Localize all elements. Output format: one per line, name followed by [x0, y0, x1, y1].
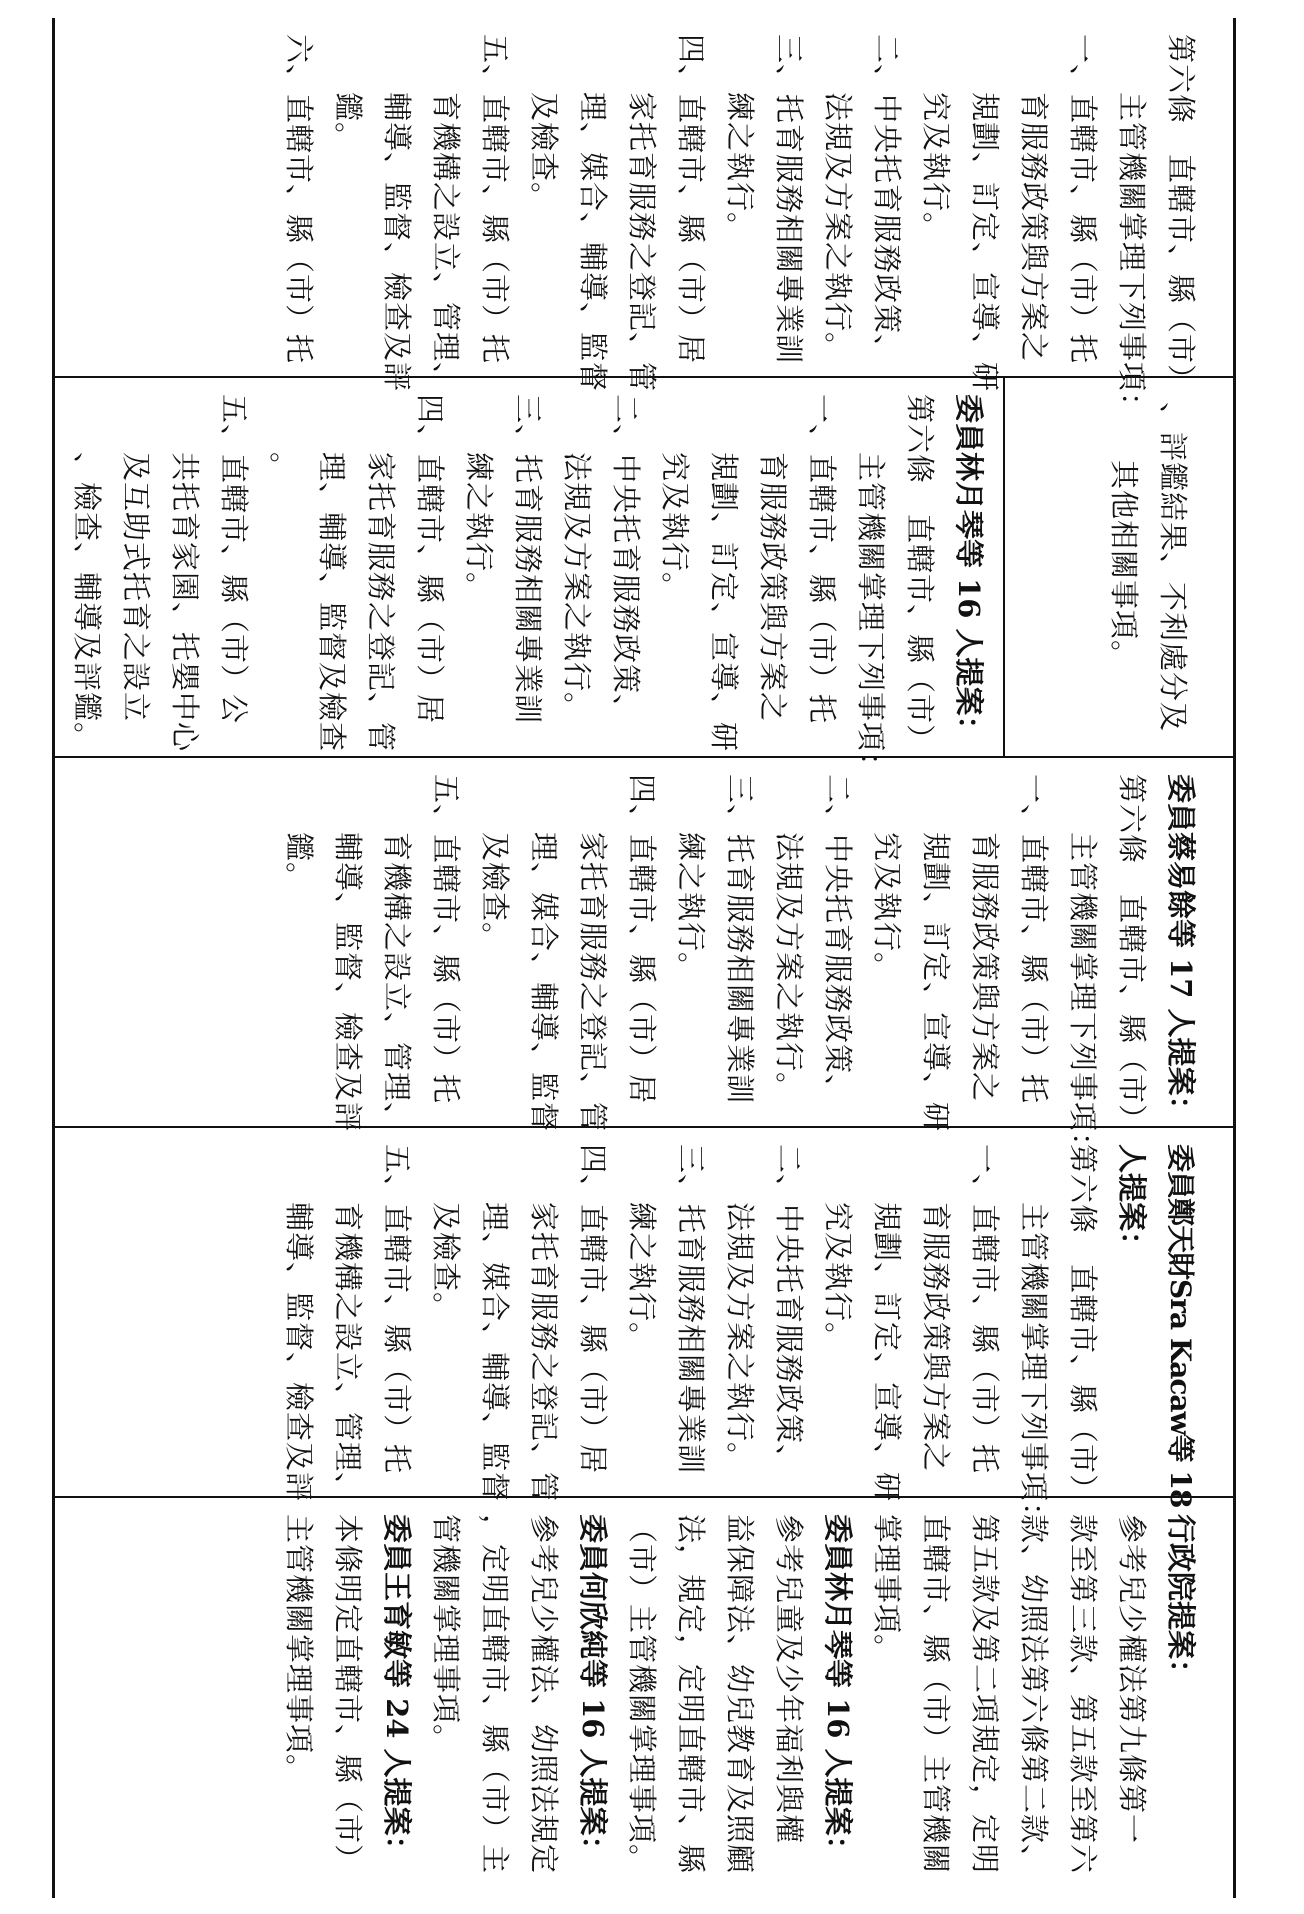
text-line: 二、中央托育服務政策、	[772, 1144, 806, 1475]
text-line: 五、直轄市、縣（市）托	[380, 1144, 414, 1475]
text-line: 二、中央托育服務政策、	[609, 394, 643, 725]
text-line: 共托育家園、托嬰中心	[168, 452, 202, 753]
text-line: 育服務政策與方案之	[919, 1202, 953, 1473]
text-line: 育機構之設立、管理、	[380, 832, 414, 1133]
text-line: 。	[266, 452, 300, 483]
continuation-line: 其他相關事項。	[1107, 460, 1141, 671]
text-line: 一、直轄市、縣（市）托	[1066, 34, 1100, 365]
text-line: 掌理事項。	[870, 1514, 904, 1665]
text-line: 主管機關掌理下列事項：	[1115, 92, 1149, 423]
text-line: 五、直轄市、縣（市）托	[429, 774, 463, 1105]
text-line: 一、直轄市、縣（市）托	[805, 394, 839, 725]
text-line: 理、輔導、監督及檢查	[315, 452, 349, 753]
table-column-1	[55, 18, 1233, 423]
table-column-5	[55, 1498, 1233, 1898]
text-line: 輔導、監督、檢查及評	[282, 1202, 316, 1503]
text-line: 第六條 直轄市、縣（市）	[1164, 34, 1198, 395]
text-line: 及檢查。	[527, 92, 561, 213]
text-line: 育服務政策與方案之	[1017, 92, 1051, 363]
text-line: 育服務政策與方案之	[756, 452, 790, 723]
text-line: 五、直轄市、縣（市）公	[217, 394, 251, 725]
text-line: 益保障法、幼兒教育及照顧	[723, 1514, 757, 1875]
proposal-heading: 委員蔡易餘等 17 人提案：	[1164, 774, 1198, 1125]
table-column-4	[55, 1128, 1233, 1533]
text-line: 究及執行。	[821, 1202, 855, 1353]
text-line: 四、直轄市、縣（市）居	[576, 1144, 610, 1475]
text-line: 主管機關掌理下列事項：	[854, 452, 888, 783]
text-line: 練之執行。	[674, 832, 708, 983]
text-line: 第六條 直轄市、縣（市）	[1115, 774, 1149, 1135]
proposal-heading: 委員何欣純等 16 人提案：	[576, 1514, 610, 1865]
text-line: 規劃、訂定、宣導、研	[707, 452, 741, 753]
text-line: 究及執行。	[919, 92, 953, 243]
text-line: 五、直轄市、縣（市）托	[478, 34, 512, 365]
proposal-heading: 委員鄭天財Sra Kacaw等 18	[1164, 1144, 1197, 1508]
text-line: 家托育服務之登記、管	[527, 1202, 561, 1503]
text-line: 練之執行。	[625, 1202, 659, 1353]
text-line: 法規及方案之執行。	[772, 832, 806, 1103]
text-line: 主管機關掌理事項。	[282, 1514, 316, 1785]
text-line: 法，規定，定明直轄市、縣	[674, 1514, 708, 1875]
proposal-heading: 委員林月琴等 16 人提案：	[821, 1514, 855, 1865]
text-line: 三、托育服務相關專業訓	[723, 774, 757, 1105]
text-line: 款至第三款、第五款至第六	[1066, 1514, 1100, 1875]
text-line: 法規及方案之執行。	[821, 92, 855, 363]
text-line: 六、直轄市、縣（市）托	[282, 34, 316, 365]
text-line: 第六條 直轄市、縣（市）	[1066, 1144, 1100, 1505]
text-line: 第五款及第二項規定，定明	[968, 1514, 1002, 1875]
text-line: 鑑。	[282, 832, 316, 893]
proposal-heading: 人提案：	[1115, 1144, 1149, 1261]
table-column-3	[55, 758, 1233, 1163]
text-line: 輔導、監督、檢查及評	[331, 832, 365, 1133]
text-line: 及檢查。	[478, 832, 512, 953]
text-line: 參考兒少權法第九條第一	[1115, 1514, 1149, 1845]
text-line: 一、直轄市、縣（市）托	[1017, 774, 1051, 1105]
text-line: 育機構之設立、管理、	[331, 1202, 365, 1503]
text-line: 規劃、訂定、宣導、研	[968, 92, 1002, 393]
text-line: 、檢查、輔導及評鑑。	[70, 452, 104, 753]
proposal-heading: 行政院提案：	[1164, 1514, 1198, 1689]
text-line: 四、直轄市、縣（市）居	[413, 394, 447, 725]
text-line: 二、中央托育服務政策、	[821, 774, 855, 1105]
text-line: 直轄市、縣（市）主管機關	[919, 1514, 953, 1875]
text-line: 鑑。	[331, 92, 365, 153]
text-line: 規劃、訂定、宣導、研	[919, 832, 953, 1133]
proposal-heading: 委員林月琴等 16 人提案：	[952, 394, 986, 745]
text-line: 主管機關掌理下列事項：	[1017, 1202, 1051, 1533]
text-line: 法規及方案之執行。	[560, 452, 594, 723]
continuation-cell	[1003, 378, 1233, 756]
text-line: 款、幼照法第六條第二款、	[1017, 1514, 1051, 1875]
table-column-2	[55, 378, 1233, 783]
text-line: 法規及方案之執行。	[723, 1202, 757, 1473]
text-line: 及檢查。	[429, 1202, 463, 1323]
comparison-table	[52, 18, 1236, 1898]
continuation-line: 、評鑑結果、不利處分及	[1156, 402, 1190, 733]
text-line: 第六條 直轄市、縣（市）	[903, 394, 937, 755]
text-line: 規劃、訂定、宣導、研	[870, 1202, 904, 1503]
text-line: （市）主管機關掌理事項。	[625, 1514, 659, 1875]
text-line: 練之執行。	[462, 452, 496, 603]
text-line: 究及執行。	[870, 832, 904, 983]
text-line: 及互助式托育之設立	[119, 452, 153, 723]
text-line: 育機構之設立、管理、	[429, 92, 463, 393]
text-line: 育服務政策與方案之	[968, 832, 1002, 1103]
text-line: 理、媒合、輔導、監督	[527, 832, 561, 1133]
text-line: 管機關掌理事項。	[429, 1514, 463, 1755]
text-line: ，定明直轄市、縣（市）主	[478, 1514, 512, 1875]
text-line: 輔導、監督、檢查及評	[380, 92, 414, 393]
text-line: 四、直轄市、縣（市）居	[674, 34, 708, 365]
text-line: 家托育服務之登記、管	[576, 832, 610, 1133]
text-line: 三、托育服務相關專業訓	[511, 394, 545, 725]
text-line: 四、直轄市、縣（市）居	[625, 774, 659, 1105]
text-line: 家托育服務之登記、管	[364, 452, 398, 753]
text-line: 理、媒合、輔導、監督	[576, 92, 610, 393]
text-line: 練之執行。	[723, 92, 757, 243]
text-line: 參考兒童及少年福利與權	[772, 1514, 806, 1845]
text-line: 一、直轄市、縣（市）托	[968, 1144, 1002, 1475]
text-line: 參考兒少權法、幼照法規定	[527, 1514, 561, 1875]
text-line: 三、托育服務相關專業訓	[674, 1144, 708, 1475]
proposal-heading: 委員王育敏等 24 人提案：	[380, 1514, 414, 1865]
text-line: 主管機關掌理下列事項：	[1066, 832, 1100, 1163]
text-line: 本條明定直轄市、縣（市）	[331, 1514, 365, 1875]
text-line: 理、媒合、輔導、監督	[478, 1202, 512, 1503]
text-line: 家托育服務之登記、管	[625, 92, 659, 393]
text-line: 究及執行。	[658, 452, 692, 603]
text-line: 二、中央托育服務政策、	[870, 34, 904, 365]
text-line: 三、托育服務相關專業訓	[772, 34, 806, 365]
